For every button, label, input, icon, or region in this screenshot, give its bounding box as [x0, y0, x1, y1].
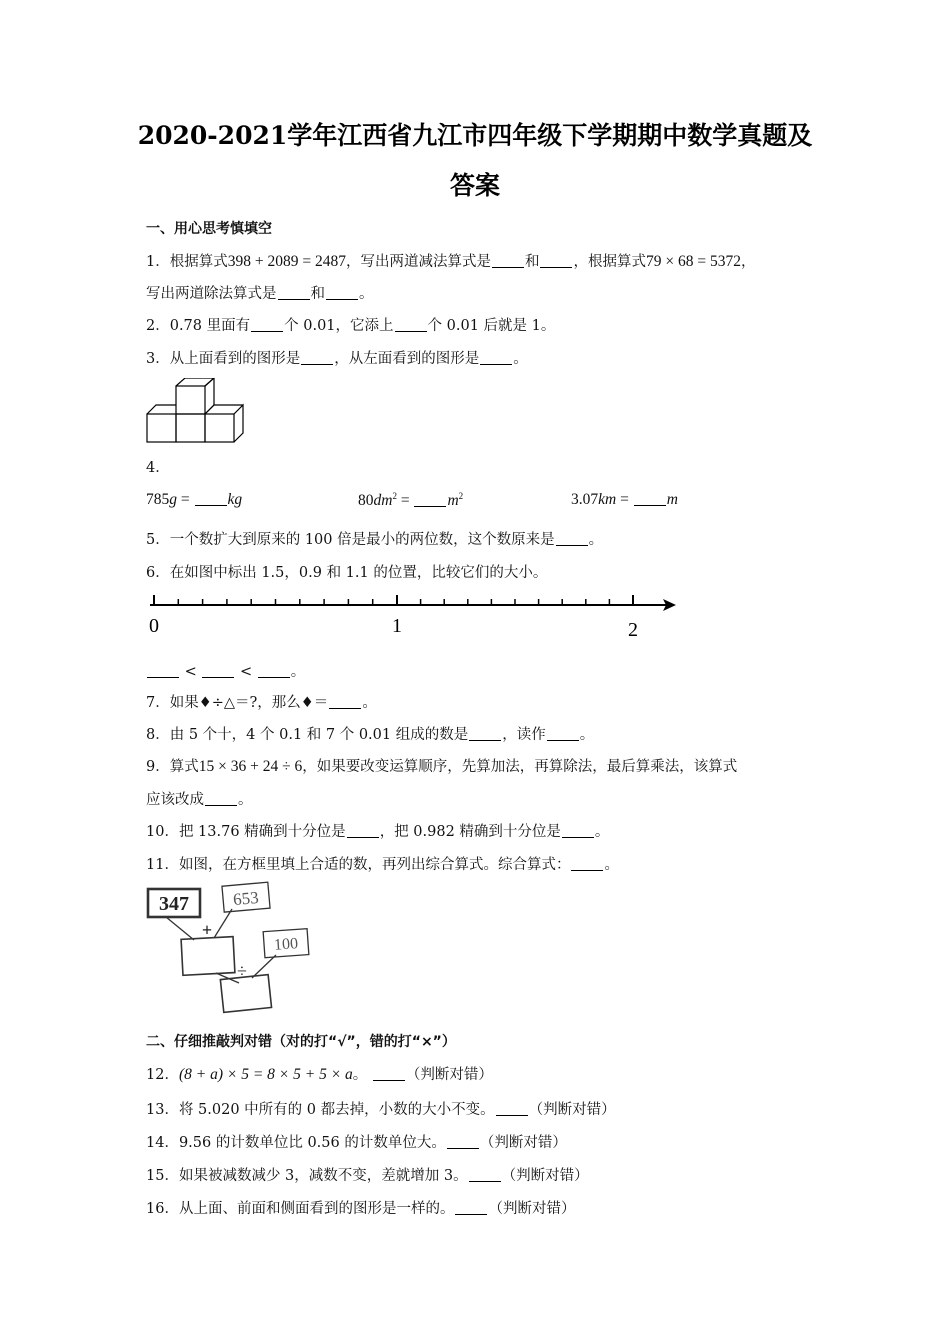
unit-conversion-1: [146, 491, 242, 509]
calculation-tree-figure: [144, 880, 316, 1014]
question-5: [146, 528, 603, 549]
answer-blank[interactable]: [326, 285, 358, 300]
number-line-label-2: 2: [628, 619, 638, 640]
answer-blank[interactable]: [205, 791, 237, 806]
q1-expression-mul: 79 × 68 = 5372: [645, 253, 741, 270]
answer-blank[interactable]: [571, 856, 603, 871]
q16-text: 16．从上面、前面和侧面看到的图形是一样的。: [146, 1201, 455, 1217]
judge-hint: （判断对错）: [501, 1168, 589, 1184]
answer-blank[interactable]: [492, 253, 524, 268]
unit: m: [666, 491, 678, 508]
q1-text: 和: [310, 286, 325, 302]
empty-result-box[interactable]: [181, 937, 235, 976]
question-3: [146, 347, 528, 368]
answer-blank[interactable]: [634, 491, 666, 506]
equals: =: [396, 492, 414, 510]
q9-expression: 15 × 36 + 24 ÷ 6: [198, 758, 303, 775]
value: 3.07: [571, 491, 599, 508]
answer-blank[interactable]: [202, 663, 234, 678]
answer-blank[interactable]: [469, 726, 501, 741]
answer-blank[interactable]: [251, 317, 283, 332]
divide-operator: ÷: [237, 961, 247, 981]
answer-blank[interactable]: [447, 1134, 479, 1149]
q5-text: 。: [588, 532, 604, 548]
answer-blank[interactable]: [547, 726, 579, 741]
q5-text: 5．一个数扩大到原来的 100 倍是最小的两位数，这个数原来是: [146, 532, 555, 548]
question-8: [146, 723, 594, 744]
equals: =: [616, 491, 633, 508]
q10-text: ，把 0.982 精确到十分位是: [379, 824, 561, 840]
q8-text: ，读作: [502, 727, 546, 743]
number-line-figure: [144, 592, 680, 640]
q3-text: 。: [513, 351, 528, 367]
equals: =: [177, 491, 194, 508]
question-6: [146, 561, 547, 582]
question-15: [146, 1164, 589, 1185]
document-title-line1: 2020-2021学年江西省九江市四年级下学期期中数学真题及: [137, 121, 813, 150]
q12-text: 12．: [146, 1067, 179, 1083]
unit: kg: [227, 491, 243, 508]
question-6-comparison: [146, 660, 305, 681]
answer-blank[interactable]: [347, 823, 379, 838]
number-100: 100: [273, 935, 299, 954]
question-1: [146, 250, 755, 271]
question-9: [146, 755, 737, 776]
less-than-sign: <: [235, 664, 257, 680]
unit-conversion-2: [358, 491, 463, 510]
unit-conversion-3: [571, 491, 678, 509]
q2-text: 个 0.01，它添上: [284, 318, 394, 334]
q12-text: 。: [352, 1067, 368, 1083]
q8-text: 。: [579, 727, 595, 743]
judge-hint: （判断对错）: [488, 1201, 576, 1217]
q3-text: ，从左面看到的图形是: [334, 351, 480, 367]
exponent: 2: [392, 491, 397, 501]
judge-hint: （判断对错）: [479, 1135, 567, 1151]
q11-text: 。: [604, 857, 619, 873]
q3-text: 3．从上面看到的图形是: [146, 351, 301, 367]
answer-blank[interactable]: [147, 663, 179, 678]
judge-hint: （判断对错）: [528, 1102, 616, 1118]
question-14: [146, 1131, 567, 1152]
q1-text: ，: [740, 254, 756, 270]
question-11: [146, 853, 619, 874]
answer-blank[interactable]: [540, 253, 572, 268]
question-9-line2: [146, 788, 253, 809]
number-line-label-1: 1: [392, 615, 402, 637]
q9-text: 。: [238, 792, 253, 808]
question-12: [146, 1063, 493, 1084]
q1-text: ，根据算式: [573, 254, 646, 270]
answer-blank[interactable]: [329, 694, 361, 709]
q10-text: 10．把 13.76 精确到十分位是: [146, 824, 346, 840]
number-653: 653: [232, 887, 260, 910]
answer-blank[interactable]: [258, 663, 290, 678]
answer-blank[interactable]: [496, 1101, 528, 1116]
section-heading-fill-blank: 一、用心思考慎填空: [146, 221, 272, 237]
question-10: [146, 820, 609, 841]
q9-text: 应该改成: [146, 792, 204, 808]
q1-text: 1．根据算式: [146, 254, 228, 270]
q1-text: 。: [359, 286, 374, 302]
question-16: [146, 1197, 575, 1218]
answer-blank[interactable]: [556, 531, 588, 546]
q7-text: 。: [362, 695, 377, 711]
question-13: [146, 1098, 616, 1119]
document-title-line2: 答案: [449, 171, 500, 200]
value: 785: [146, 491, 170, 508]
answer-blank[interactable]: [195, 491, 227, 506]
number-347: 347: [159, 893, 189, 915]
q8-text: 8．由 5 个十，4 个 0.1 和 7 个 0.01 组成的数是: [146, 727, 469, 743]
answer-blank[interactable]: [414, 492, 446, 507]
q14-text: 14．9.56 的计数单位比 0.56 的计数单位大。: [146, 1135, 446, 1151]
unit: dm: [373, 492, 393, 510]
q6-text: 。: [290, 664, 306, 680]
exponent: 2: [458, 491, 464, 501]
answer-blank[interactable]: [373, 1066, 405, 1081]
answer-blank[interactable]: [455, 1200, 487, 1215]
unit: km: [598, 491, 617, 508]
number-line-label-0: 0: [149, 615, 159, 637]
section-heading-true-false: 二、仔细推敲判对错（对的打“√”，错的打“×”）: [146, 1034, 456, 1050]
less-than-sign: <: [180, 664, 202, 680]
q11-text: 11．如图，在方框里填上合适的数，再列出综合算式。综合算式：: [146, 857, 571, 873]
q2-text: 2．0.78 里面有: [146, 318, 251, 334]
unit: g: [169, 491, 177, 508]
q9-text: 9．算式: [146, 759, 199, 775]
question-7: [146, 691, 377, 712]
answer-blank[interactable]: [301, 350, 333, 365]
answer-blank[interactable]: [562, 823, 594, 838]
question-4: 4．: [146, 460, 170, 476]
question-2: [146, 314, 555, 335]
answer-blank[interactable]: [480, 350, 512, 365]
q2-text: 个 0.01 后就是 1。: [427, 318, 556, 334]
q15-text: 15．如果被减数减少 3，减数不变，差就增加 3。: [146, 1168, 468, 1184]
q12-expression: (8 + a) × 5 = 8 × 5 + 5 × a: [178, 1066, 353, 1083]
q9-text: ，如果要改变运算顺序，先算加法，再算除法，最后算乘法，该算式: [302, 759, 738, 775]
judge-hint: （判断对错）: [405, 1067, 493, 1083]
q1-text: 和: [524, 254, 540, 270]
question-1-line2: [146, 282, 374, 303]
q10-text: 。: [594, 824, 610, 840]
answer-blank[interactable]: [395, 317, 427, 332]
q1-text: 写出两道除法算式是: [146, 286, 277, 302]
q1-expression-add: 398 + 2089 = 2487: [227, 253, 346, 270]
unit: m: [447, 492, 459, 510]
value: 80: [358, 492, 374, 510]
answer-blank[interactable]: [278, 285, 310, 300]
cube-stack-figure: [144, 378, 244, 444]
q1-text: ，写出两道减法算式是: [345, 254, 491, 270]
plus-operator: +: [201, 920, 213, 940]
answer-blank[interactable]: [469, 1167, 501, 1182]
q7-text: 7．如果♦÷△＝?，那么♦＝: [146, 695, 329, 711]
q13-text: 13．将 5.020 中所有的 0 都去掉，小数的大小不变。: [146, 1102, 495, 1118]
q6-text: 6．在如图中标出 1.5，0.9 和 1.1 的位置，比较它们的大小。: [146, 565, 548, 581]
